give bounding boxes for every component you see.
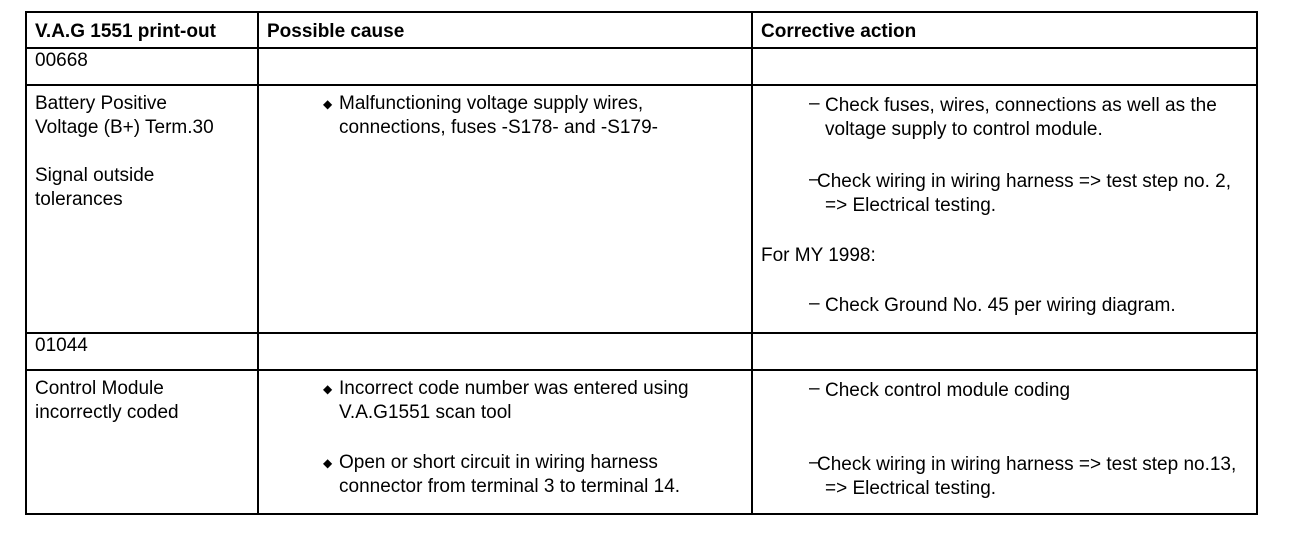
diamond-bullet-icon: ◆ — [323, 97, 333, 111]
diamond-bullet-icon: ◆ — [323, 456, 333, 470]
empty-cell — [258, 333, 752, 370]
action-text: Check wiring in wiring harness => test step no. 2, => Electrical testing. — [817, 171, 1231, 216]
action-text: Check wiring in wiring harness => test step no.13, => Electrical testing. — [817, 454, 1237, 499]
cause-item — [267, 92, 743, 140]
fault-code: 01044 — [26, 333, 258, 370]
description-line: Battery Positive — [35, 93, 167, 114]
dash-bullet-icon: – — [809, 378, 820, 399]
action-item — [761, 379, 1248, 403]
fault-code-table — [25, 11, 1258, 515]
corrective-action-cell — [752, 370, 1257, 514]
table-row — [26, 48, 1257, 85]
header-printout: V.A.G 1551 print-out — [26, 12, 258, 48]
cause-text: Open or short circuit in wiring harness connector from terminal 3 to terminal 14. — [339, 452, 681, 497]
dash-bullet-icon: – — [809, 93, 820, 114]
description-line: incorrectly coded — [35, 402, 179, 423]
header-cause: Possible cause — [258, 12, 752, 48]
fault-code: 00668 — [26, 48, 258, 85]
action-text: Check fuses, wires, connections as well as the voltage supply to control module. — [825, 95, 1217, 140]
cause-item — [267, 377, 743, 425]
possible-cause-cell — [258, 85, 752, 333]
table-row — [26, 333, 1257, 370]
empty-cell — [752, 48, 1257, 85]
fault-description — [26, 370, 258, 514]
table-row — [26, 85, 1257, 333]
description-line: Signal outside — [35, 165, 155, 186]
dash-bullet-icon: – — [809, 452, 820, 473]
cause-item — [267, 451, 743, 499]
description-line: Control Module — [35, 378, 164, 399]
cause-text: Incorrect code number was entered using V.A.G1551 scan tool — [339, 378, 689, 423]
action-item — [761, 94, 1248, 142]
action-text: Check Ground No. 45 per wiring diagram. — [825, 295, 1176, 316]
empty-cell — [258, 48, 752, 85]
diamond-bullet-icon: ◆ — [323, 382, 333, 396]
description-line: Voltage (B+) Term.30 — [35, 117, 214, 138]
model-year-note: For MY 1998: — [761, 245, 876, 266]
action-item — [761, 294, 1248, 318]
dash-bullet-icon: – — [809, 293, 820, 314]
table-row — [26, 370, 1257, 514]
header-action: Corrective action — [752, 12, 1257, 48]
possible-cause-cell — [258, 370, 752, 514]
fault-description — [26, 85, 258, 333]
cause-text: Malfunctioning voltage supply wires, connections, fuses -S178- and -S179- — [339, 93, 658, 138]
action-item — [761, 170, 1248, 218]
empty-cell — [752, 333, 1257, 370]
corrective-action-cell — [752, 85, 1257, 333]
action-item — [761, 453, 1248, 501]
table-header-row — [26, 12, 1257, 48]
dash-bullet-icon: – — [809, 169, 820, 190]
action-text: Check control module coding — [825, 380, 1071, 401]
description-line: tolerances — [35, 189, 123, 210]
